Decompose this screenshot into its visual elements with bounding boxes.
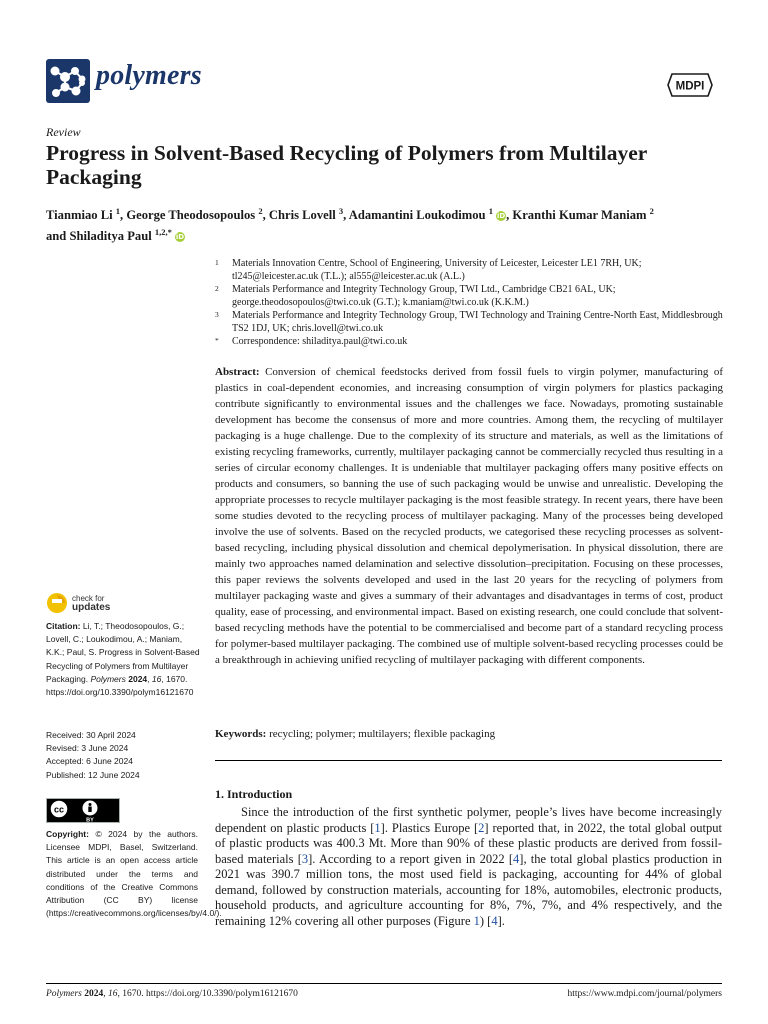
author-affiliation-marker: 2 bbox=[258, 206, 263, 216]
author-affiliation-marker: 2 bbox=[649, 206, 654, 216]
mdpi-logo bbox=[666, 72, 714, 98]
journal-logo-icon bbox=[46, 59, 90, 103]
intro-text: ]. Plastics Europe [ bbox=[380, 820, 479, 835]
footer-volume: 16 bbox=[108, 989, 118, 999]
reference-link[interactable]: 1 bbox=[473, 913, 480, 928]
date-item: Revised: 3 June 2024 bbox=[46, 743, 129, 754]
section-heading: 1. Introduction bbox=[215, 787, 293, 801]
footer-doi[interactable]: , 1670. https://doi.org/10.3390/polym16121670 bbox=[117, 989, 298, 999]
abstract-text: Conversion of chemical feedstocks derived from fossil fuels to virgin polymer, manufacturing of plastics in coal-dependent economies, and increasing consumption of virgin polymers for plastics packaging contribute significantly to environmental issues and the challenges we face. Nowadays, promoting sustainable development has become the consensus of more and more countries. Among them, the recycling of multilayer packaging is a huge challenge. Due to the complexity of its structure and materials, as well as the limitations of existing recycling frameworks, currently, multilayer packaging cannot be commercially recycled thus resulting in a series of circular economy challenges. It is undeniable that multilayer packaging offers many positive effects on products and consumers, so banning the use of such packaging would be unwise and unrealistic. Developing the appropriate processes to recycle multilayer packaging is the most feasible strategy. In recent years, there have been some studies devoted to the recycling process of multilayer packaging. Many of the processes being developed involve the use of solvents. Based on the recycled products, we categorised these recycling processes as solvent-based recycling, including physical dissolution and chemical depolymerisation. In physical dissolution, there are mainly two approaches named delamination and selective dissolution–precipitation. Focusing on these processes, this paper reviews the solvents developed and used in the last 20 years for the recycling of polymers from multilayer packaging waste and gives a summary of their advantages and disadvantages in terms of cost, product quality, ease of processing, and environmental impact. Based on existing research, one could conclude that solvent-based recycling methods have the potential to be commercialised and become part of a standard recycling process for polymer-based multilayer packaging. The combined use of multiple solvent-based recycling processes could be a breakthrough in achieving unified recycling of multilayer packaging with different components. bbox=[215, 366, 723, 666]
affiliation-item bbox=[215, 257, 725, 283]
intro-text: ) [ bbox=[479, 913, 492, 928]
author-affiliation-marker: 1 bbox=[488, 206, 493, 216]
footer-journal: Polymers bbox=[46, 989, 82, 999]
affiliation-text: Materials Performance and Integrity Technology Group, TWI Ltd., Cambridge CB21 6AL, UK; george.theodosopoulos@twi.co.uk (G.T.); k.maniam@twi.co.uk (K.K.M.) bbox=[232, 284, 616, 308]
intro-text: ]. bbox=[497, 913, 505, 928]
author-affiliation-marker: 1 bbox=[115, 206, 121, 216]
affiliation-text: Materials Performance and Integrity Technology Group, TWI Technology and Training Centre-North East, Middlesbrough TS2 1DJ, UK; chris.lovell@twi.co.uk bbox=[232, 310, 723, 334]
affiliation-number: 2 bbox=[215, 284, 219, 293]
publication-dates bbox=[46, 729, 201, 782]
citation-text: Li, T.; Theodosopoulos, G.; Lovell, C.; Loukodimou, A.; Maniam, K.K.; Paul, S. Progress in Solvent-Based Recycling of Polymers from Multilayer Packaging. bbox=[46, 621, 200, 684]
copyright-text: © 2024 by the authors. Licensee MDPI, Basel, Switzerland. This article is an open access article distributed under the terms and conditions of the Creative Commons Attribution (CC BY) license (https://creativecommons.org/licenses/by/4.0/). bbox=[46, 829, 222, 919]
affiliation-item bbox=[215, 309, 725, 335]
citation-label: Citation: bbox=[46, 621, 81, 631]
svg-text:MDPI: MDPI bbox=[675, 80, 705, 93]
footer-divider bbox=[46, 983, 722, 984]
affiliation-text: Materials Innovation Centre, School of Engineering, University of Leicester, Leicester LE1 7RH, UK; tl245@leicester.ac.uk (T.L.); al555@leicester.ac.uk (A.L.) bbox=[232, 258, 642, 282]
reference-link[interactable]: 4 bbox=[513, 851, 520, 866]
check-for-updates-badge[interactable] bbox=[46, 592, 110, 614]
footer-year: 2024 bbox=[84, 989, 104, 999]
author-name: Kranthi Kumar Maniam bbox=[512, 208, 650, 223]
author-list: Tianmiao Li $^1$, George Theodosopoulos $^2$, Chris Lovell $^3$, Adamantini Loukodimou $^1$ iD, Kranthi Kumar Maniam $^2$ and Shiladitya Paul $^{1,2,*}$ iD bbox=[46, 206, 654, 244]
intro-text: Since the introduction of the first synthetic polymer, people’s lives have become increasingly dependent on plastic products [ bbox=[215, 805, 722, 835]
affiliation-text: Correspondence: shiladitya.paul@twi.co.uk bbox=[232, 336, 408, 347]
keywords-text: recycling; polymer; multilayers; flexible packaging bbox=[269, 728, 496, 740]
reference-link[interactable]: 1 bbox=[374, 820, 381, 835]
affiliation-number: 1 bbox=[215, 258, 219, 267]
abstract bbox=[215, 364, 723, 668]
intro-text: ], the total global plastics production in 2021 was 390.7 million tons, the most used field is packaging, accounting for 44% of global demand, followed by construction materials, accounting for 18%, automobiles, electronic products, household products, and agriculture accounting for 8%, 7%, 7%, and 4% respectively, and the remaining 12% covering all other purposes (Figure bbox=[215, 851, 722, 928]
svg-text:cc: cc bbox=[53, 804, 65, 815]
citation-volume: 16 bbox=[151, 673, 162, 684]
updates-line-1: check for bbox=[72, 594, 105, 603]
date-item: Published: 12 June 2024 bbox=[46, 769, 140, 780]
journal-name: polymers bbox=[96, 60, 202, 91]
section-divider bbox=[215, 760, 722, 761]
author-name: Chris Lovell bbox=[268, 208, 339, 223]
intro-paragraph bbox=[215, 805, 722, 929]
citation-doi[interactable]: , 1670. https://doi.org/10.3390/polym16121670 bbox=[46, 673, 194, 698]
svg-text:BY: BY bbox=[86, 817, 94, 823]
affiliation-number: 3 bbox=[215, 310, 219, 319]
reference-link[interactable]: 4 bbox=[491, 913, 498, 928]
date-item: Accepted: 6 June 2024 bbox=[46, 756, 133, 767]
reference-link[interactable]: 2 bbox=[478, 820, 485, 835]
affiliation-number: * bbox=[215, 336, 219, 345]
author-affiliation-marker: 1,2,* bbox=[154, 227, 172, 238]
date-item: Received: 30 April 2024 bbox=[46, 730, 136, 740]
author-connector: and bbox=[46, 229, 70, 244]
author-name: Tianmiao Li bbox=[46, 208, 116, 223]
footer-journal-url[interactable]: https://www.mdpi.com/journal/polymers bbox=[567, 989, 722, 999]
reference-link[interactable]: 3 bbox=[301, 851, 309, 866]
intro-text: ]. According to a report given in 2022 [ bbox=[308, 851, 514, 866]
article-title: Progress in Solvent-Based Recycling of Polymers from Multilayer Packaging bbox=[46, 141, 647, 189]
orcid-icon[interactable]: iD bbox=[175, 233, 185, 242]
author-name: George Theodosopoulos bbox=[126, 208, 259, 223]
citation-journal: Polymers bbox=[90, 673, 126, 684]
citation-block: Citation: Li, T.; Theodosopoulos, G.; Lovell, C.; Loukodimou, A.; Maniam, K.K.; Paul, S. Progress in Solvent-Based Recycling of Polymers from Multilayer Packaging. Polymers 2024, 16, 1670. https://doi.org/10.3390/polym16121670 bbox=[46, 621, 200, 698]
copyright-label: Copyright: bbox=[46, 829, 89, 839]
citation-year: 2024 bbox=[128, 673, 148, 684]
author-affiliation-marker: 3 bbox=[338, 206, 344, 216]
affiliation-item bbox=[215, 335, 725, 348]
intro-text: ] reported that, in 2022, the total global output of plastic products was 400.3 Mt. More than 90% of these plastic products are derived from fossil-based materials [ bbox=[215, 820, 722, 866]
affiliations bbox=[215, 257, 725, 348]
copyright-notice bbox=[46, 828, 222, 920]
orcid-icon[interactable]: iD bbox=[497, 212, 506, 221]
updates-line-2: updates bbox=[72, 602, 111, 613]
article-type: Review bbox=[46, 125, 81, 139]
keywords-label: Keywords: bbox=[215, 728, 267, 740]
check-updates-icon bbox=[46, 592, 68, 614]
abstract-label: Abstract: bbox=[215, 366, 260, 378]
affiliation-item bbox=[215, 283, 725, 309]
author-name: Adamantini Loukodimou bbox=[348, 208, 489, 223]
footer-citation: Polymers 2024, 16, 1670. https://doi.org/10.3390/polym16121670 bbox=[46, 989, 298, 999]
cc-by-license-badge[interactable] bbox=[46, 798, 120, 828]
keywords bbox=[215, 726, 723, 742]
author-name: Shiladitya Paul bbox=[69, 229, 155, 244]
